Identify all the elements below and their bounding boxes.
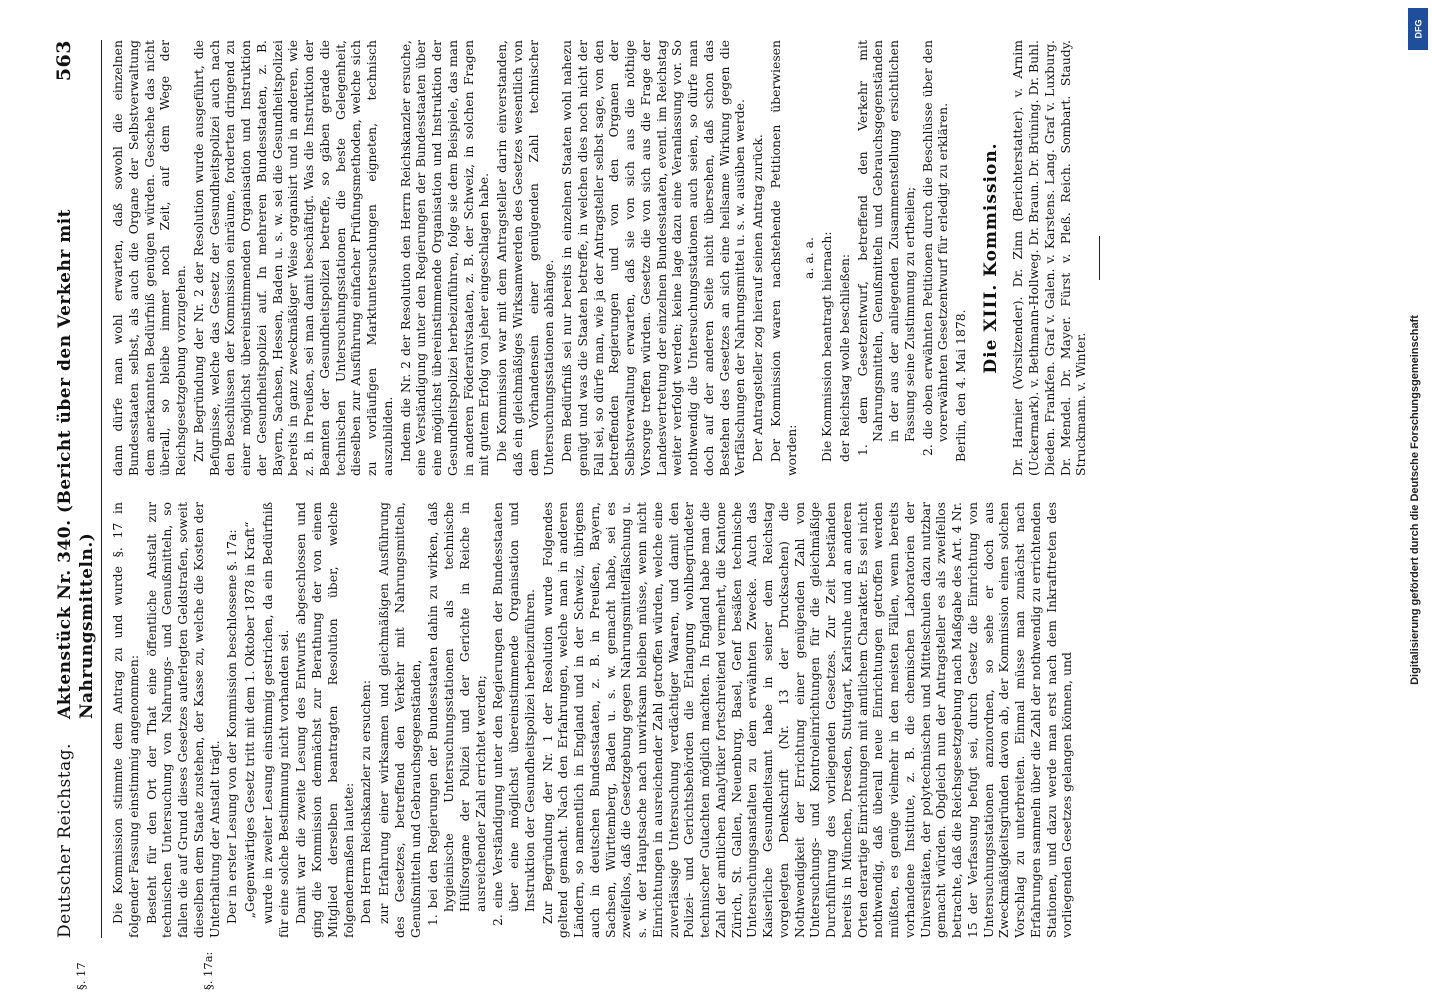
right-column [110, 40, 1410, 476]
motion-item-1: 1. dem Gesetzentwurf, betreffend den Verkehr mit Nahrungsmitteln, Genußmitteln und Gebrauchsgegenständen in der aus der anliegenden Zusammenstellung ersichtlichen Fassung seine Zustimmung zu ertheilen; [854, 40, 917, 456]
paragraph: wurde in zweiter Lesung einstimmig gestrichen, da ein Bedürfniß für eine solche Bestimmung nicht vorhanden sei. [259, 502, 291, 938]
paragraph: der Reichstag wolle beschließen: [836, 253, 852, 462]
paragraph: a. a. a. [801, 237, 817, 279]
margin-section-17: §. 17 [74, 962, 88, 990]
paragraph: Indem die Nr. 2 der Resolution den Herrn Reichskanzler ersuche, eine Verständigung unter den Regierungen der Bundesstaaten über eine möglichst übereinstimmende Organisation und Instruktion der Gesundheitspolizei herbeizuführen, folge sie dem Beispiele, das man in anderen Föderativstaaten, z. B. der Schweiz, in solchen Fragen mit gutem Erfolg von jeher eingeschlagen habe. [397, 40, 492, 476]
text-columns [110, 40, 1410, 938]
paragraph: Damit war die zweite Lesung des Entwurfs abgeschlossen und ging die Kommission demnächst zur Berathung der von einem Mitglied derselben beantragten Resolution über, welche folgendermaßen lautete: [293, 502, 356, 938]
credit-text: Digitalisierung gefördert durch die Deutsche Forschungsgemeinschaft [1409, 315, 1422, 685]
resolution-item-1: 1. bei den Regierungen der Bundesstaaten dahin zu wirken, daß hygieinische Untersuchungsstationen als technische Hülfsorgane der Polizei und der Gerichte in Reiche in ausreichender Zahl errichtet werden; [425, 502, 488, 926]
paragraph: Zur Begründung der Nr. 1 der Resolution wurde Folgendes geltend gemacht. Nach den Erfahrungen, welche man in anderen Ländern, so namentlich in England und in der Schweiz, übrigens auch in deutschen Bundesstaaten, z. B. in Preußen, Bayern, Sachsen, Württemberg, Baden u. s. w. gemacht habe, sei es zweifellos, daß die Gesetzgebung gegen Nahrungsmittelfälschung u. s. w. der Hauptsache nach unwirksam bleiben müsse, wenn nicht Einrichtungen in ausreichender Zahl getroffen würden, welche eine zuverlässige Untersuchung verdächtiger Waaren, und damit den Polizei- und Gerichtsbehörden die Erlangung wohlbegründeter technischer Gutachten möglich machten. In England habe man die Zahl der amtlichen Analytiker fortschreitend vermehrt, die Kantone Zürich, St. Gallen, Neuenburg, Basel, Genf besäßen technische Untersuchungsanstalten zu dem erwähnten Zwecke. Auch das Kaiserliche Gesundheitsamt habe in seiner dem Reichstag vorgelegten Denkschrift (Nr. 13 der Drucksachen) die Nothwendigkeit der Errichtung einer genügenden Zahl von Untersuchungs- und Kontroleinrichtungen für die gleichmäßige Durchführung des vorliegenden Gesetzes. Zur Zeit beständen bereits in München, Dresden, Stuttgart, Karlsruhe und an anderen Orten derartige Einrichtungen mit amtlichem Charakter. Es sei nicht nothwendig, daß überall neue Einrichtungen getroffen werden müßten, es genüge vielmehr in den meisten Fällen, wenn bereits vorhandene Institute, z. B. die chemischen Laboratorien der Universitäten, der polytechnischen und Mittelschulen dazu nutzbar gemacht würden. Obgleich nun der Antragsteller es als zweifellos betrachte, daß die Reichsgesetzgebung nach Maßgabe des Art. 4 Nr. 15 der Verfassung befugt sei, durch Gesetz die Einrichtung von Untersuchungsstationen anzuordnen, so sehe er doch aus Zweckmäßigkeitsgründen davon ab, der Kommission einen solchen Vorschlag zu unterbreiten. Einmal müsse man zunächst nach Erfahrungen sammeln über die Zahl der nothwendig zu errichtenden Stationen, und dazu werde man erst nach dem Inkrafttreten des vorliegenden Gesetzes gelangen können, und [539, 502, 1075, 938]
header-right-title: (Bericht über den Verkehr mit Nahrungsmitteln.) [55, 208, 97, 719]
date-line: Berlin, den 4. Mai 1878. [953, 309, 969, 462]
paragraph: Die Kommission stimmte dem Antrag zu und wurde §. 17 in folgender Fassung einstimmig angenommen: [110, 502, 141, 938]
paragraph: Der Antragsteller zog hierauf seinen Antrag zurück. [750, 134, 766, 462]
committee-members: Dr. Harnier (Vorsitzender). Dr. Zinn (Berichterstatter). v. Arnim (Uckermark). v. Bethmann-Hollweg. Dr. Braun. Dr. Brüning. Dr. Buhl. Dieden. Frankfen. Graf v. Galen. v. Karstens. Lang. Graf v. Luxburg. Dr. Mendel. Dr. Mayer. Fürst v. Pleß. Reich. Sombart. Staudy. Struckmann. v. Winter. [1010, 40, 1089, 476]
motion-item-2: 2. die oben erwähnten Petitionen durch die Beschlüsse über den vorerwähnten Gesetzentwurf für erledigt zu erklären. [919, 40, 951, 456]
committee-title: Die XIII. Kommission. [980, 142, 1001, 374]
paragraph: Den Herrn Reichskanzler zu ersuchen: [358, 679, 374, 924]
paragraph: Zur Begründung der Nr. 2 der Resolution wurde ausgeführt, die Befugnisse, welche das Gesetz der Gesundheitspolizei auch nach den Beschlüssen der Kommission einräume, forderten dringend zu einer möglichst übereinstimmenden Organisation und Instruktion der Gesundheitspolizei auf. In mehreren Bundesstaaten, z. B. Bayern, Sachsen, Hessen, Baden u. s. w. sei die Gesundheitspolizei bereits in ganz zweckmäßiger Weise organisirt und in anderen, wie z. B. in Preußen, sei man damit beschäftigt. Was die Instruktion der Beamten der Gesundheitspolizei betreffe, so gäben gerade die technischen Untersuchungsstationen die beste Gelegenheit, dieselben zur Ausführung einfacher Prüfungsmethoden, welche sich zu vorläufigen Marktuntersuchungen eigneten, technisch auszubilden. [190, 40, 395, 476]
page-number: 563 [53, 40, 75, 82]
digitization-credit [1404, 0, 1426, 1000]
quoted-section: „Gegenwärtiges Gesetz tritt mit dem 1. Oktober 1878 in Kraft“ [242, 521, 258, 919]
paragraph: Die Kommission beantragt hiernach: [819, 231, 835, 462]
paragraph: Der in erster Lesung von der Kommission beschlossene §. 17a: [224, 529, 240, 924]
paragraph: Besteht für den Ort der That eine öffentliche Anstalt zur technischen Untersuchung von Nahrungs- und Genußmitteln, so fallen die auf Grund dieses Gesetzes auferlegten Geldstrafen, soweit dieselben dem Staate zustehen, der Kasse zu, welche die Kosten der Unterhaltung der Anstalt trägt. [143, 502, 222, 938]
paragraph: Die Kommission war mit dem Antragsteller darin einverstanden, daß ein gleichmäßiges Wirksamwerden des Gesetzes wesentlich von dem Vorhandensein einer genügenden Zahl technischer Untersuchungsstationen abhänge. [494, 40, 557, 476]
closing-rule [1099, 236, 1100, 280]
paragraph: Dem Bedürfniß sei nur bereits in einzelnen Staaten wohl nahezu genügt und was die Staaten betreffe, in welchen dies noch nicht der Fall sei, so dürfe man, wie ja der Antragsteller selbst sage, von den betreffenden Regierungen und von den Organen der Selbstverwaltung erwarten, daß sie von sich aus die nöthige Vorsorge treffen würden. Gesetze die von sich aus die Frage der Landesvertretung der einzelnen Bundesstaaten, eventl. im Reichstag weiter verfolgt werden; keine lage dazu eine Veranlassung vor. So nothwendig die Untersuchungsstationen auch seien, so dürfe man doch auf der anderen Seite nicht übersehen, daß schon das Bestehen des Gesetzes an sich eine heilsame Wirkung gegen die Verfälschungen der Nahrungsmittel u. s. w. ausüben werde. [559, 40, 748, 476]
page-header [52, 40, 102, 938]
left-column [110, 502, 1410, 938]
margin-section-17a: §. 17a: [201, 951, 215, 990]
resolution-item-2: 2. eine Verständigung unter den Regierungen der Bundesstaaten über eine möglichst übereinstimmende Organisation und Instruktion der Gesundheitspolizei herbeizuführen. [490, 502, 537, 926]
paragraph: Der Kommission waren nachstehende Petitionen überwiesen worden: [767, 40, 799, 476]
dfg-logo-text: DFG [1413, 19, 1423, 39]
paragraph: dann dürfe man wohl erwarten, daß sowohl die einzelnen Bundesstaaten selbst, als auch die Organe der Selbstverwaltung dem anerkannten Bedürfniß genügen würden. Geschehe das nicht überall, so bleibe immer noch Zeit, auf dem Wege der Reichsgesetzgebung vorzugehen. [110, 40, 189, 476]
header-center-title: Aktenstück Nr. 340. [55, 519, 75, 719]
paragraph: zur Erfahrung einer wirksamen und gleichmäßigen Ausführung des Gesetzes, betreffend den Verkehr mit Nahrungsmitteln, Genußmitteln und Gebrauchsgegenständen, [376, 502, 423, 938]
header-left: Deutscher Reichstag. [55, 743, 75, 938]
header-center [55, 81, 98, 743]
